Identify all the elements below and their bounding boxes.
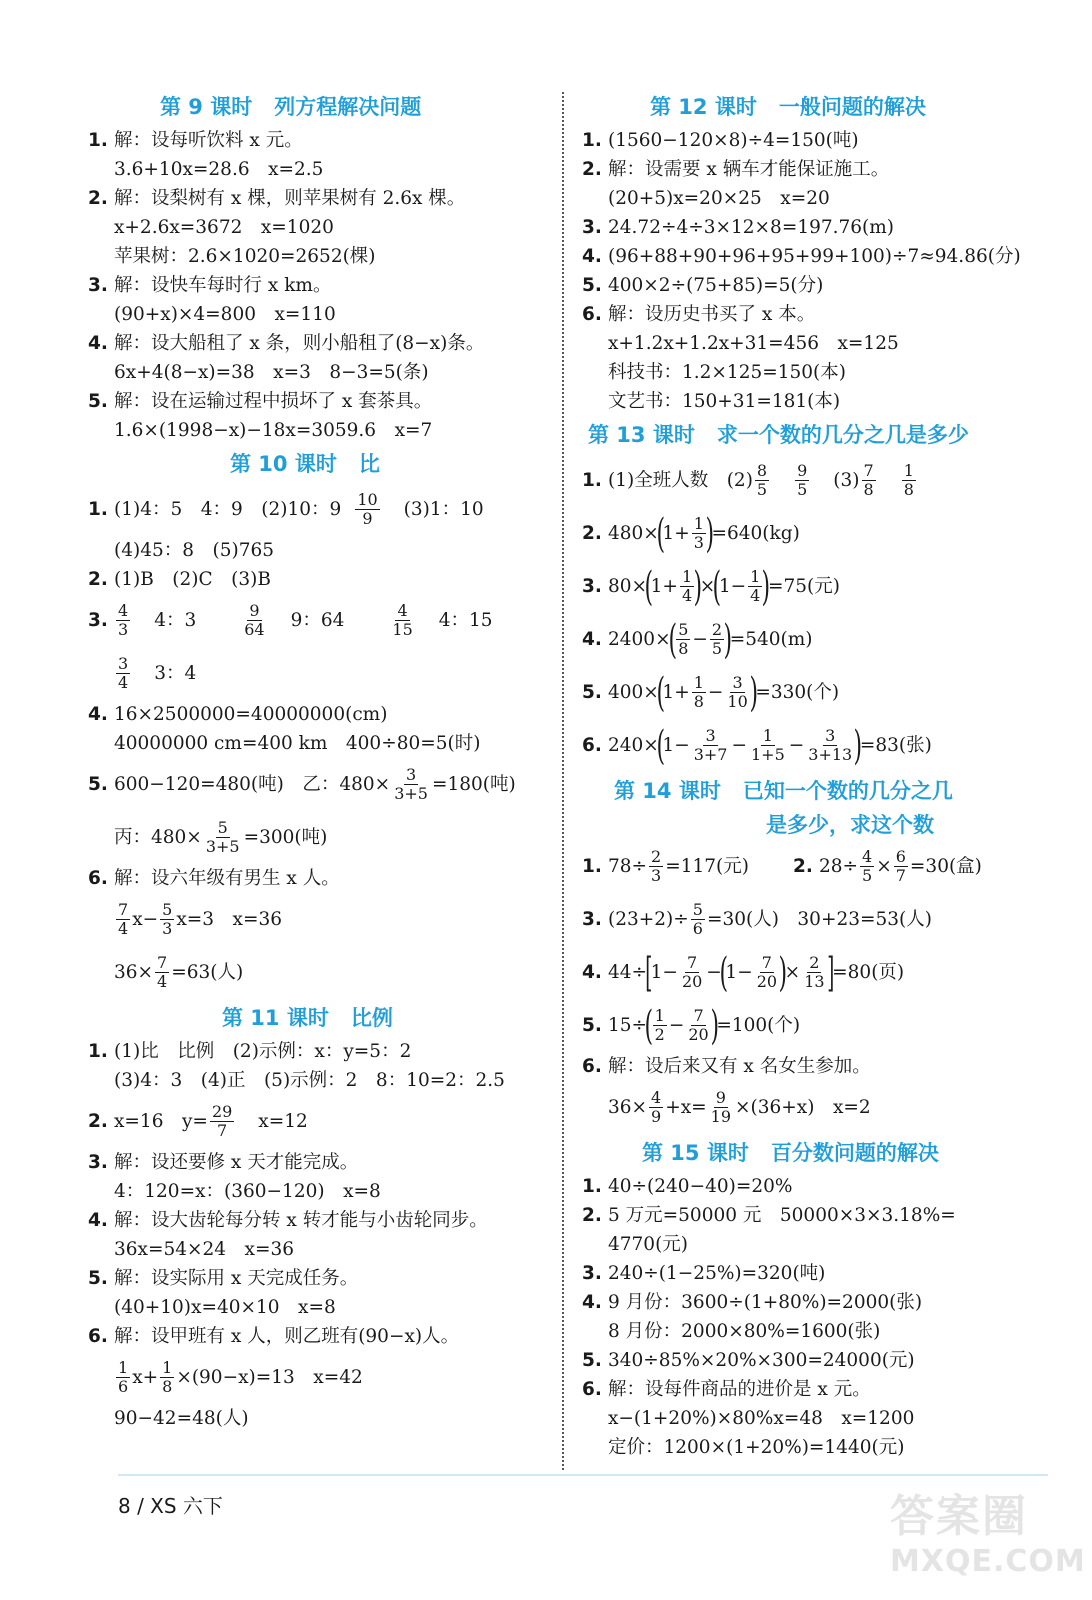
answer-line: 4. (96+88+90+96+95+99+100)÷7≈94.86(分) — [582, 246, 1021, 267]
page-footer: 8 / XS 六下 — [118, 1494, 223, 1518]
answer-line: 4. 2400× ( $\frac{5}{8}$ − $\frac{2}{5}$ ) =540(m) — [582, 616, 813, 663]
fraction: $\frac{29}{7}$ — [211, 1102, 233, 1140]
answer-line: 1. 解：设每听饮料 x 元。 — [88, 130, 303, 151]
answer-line: 4：120=x：(360−120) x=8 — [114, 1181, 381, 1202]
fraction: $\frac{9}{5}$ — [797, 461, 808, 499]
fraction: $\frac{1}{8}$ — [693, 673, 704, 711]
watermark-logo: 答案圈 MXQE.COM — [890, 1491, 1086, 1579]
fraction: $\frac{1}{4}$ — [750, 567, 761, 605]
answer-line: 2. 解：设需要 x 辆车才能保证施工。 — [582, 159, 890, 180]
section-title-13: 第 13 课时 求一个数的几分之几是多少 — [588, 423, 969, 447]
left-column — [88, 88, 558, 1433]
answer-line: 36× $\frac{4}{9}$ +x= $\frac{9}{19}$ ×(36+x) x=2 — [608, 1088, 871, 1126]
fraction: $\frac{2}{3}$ — [651, 847, 662, 885]
answer-line: 丙：480× $\frac{5}{3+5}$ =300(吨) — [114, 818, 328, 856]
answer-line: 6. 解：设甲班有 x 人，则乙班有(90−x)人。 — [88, 1326, 460, 1347]
answer-line: 6. 解：设六年级有男生 x 人。 — [88, 868, 340, 889]
answer-line: 1.6×(1998−x)−18x=3059.6 x=7 — [114, 420, 433, 441]
section-title-9: 第 9 课时 列方程解决问题 — [160, 95, 422, 119]
answer-line: 5. 解：设在运输过程中损坏了 x 套茶具。 — [88, 391, 433, 412]
answer-line: $\frac{3}{4}$ 3：4 — [118, 654, 197, 692]
answer-line: 4770(元) — [608, 1234, 689, 1255]
fraction: $\frac{4}{15}$ — [392, 601, 413, 639]
fraction: $\frac{7}{4}$ — [157, 953, 168, 991]
answer-line: 2. (1)B (2)C (3)B — [88, 569, 271, 590]
fraction: $\frac{1}{1+5}$ — [750, 726, 785, 764]
fraction: $\frac{4}{5}$ — [862, 847, 873, 885]
answer-line: 5. 600−120=480(吨) 乙：480× $\frac{3}{3+5}$ =180(吨) — [88, 765, 516, 803]
answer-line: 4. 解：设大船租了 x 条，则小船租了(8−x)条。 — [88, 333, 485, 354]
answer-line: 1. (1560−120×8)÷4=150(吨) — [582, 130, 859, 151]
answer-line: 90−42=48(人) — [114, 1408, 249, 1429]
answer-line: 1. (1)比 比例 (2)示例：x：y=5：2 — [88, 1041, 412, 1062]
answer-line: 6. 解：设每件商品的进价是 x 元。 — [582, 1379, 871, 1400]
fraction: $\frac{1}{8}$ — [903, 461, 914, 499]
answer-line: 5. 400× ( 1+ $\frac{1}{8}$ − $\frac{3}{10}$ ) =330(个) — [582, 669, 840, 716]
answer-line: 4. 解：设大齿轮每分转 x 转才能与小齿轮同步。 — [88, 1210, 488, 1231]
fraction: $\frac{3}{3+5}$ — [394, 765, 428, 803]
answer-line: 1. (1)全班人数 (2) $\frac{8}{5}$ $\frac{9}{5}$ (3) $\frac{7}{8}$ $\frac{1}{8}$ — [582, 461, 914, 499]
answer-line: 文艺书：150+31=181(本) — [608, 391, 841, 412]
footer-rule — [118, 1474, 1048, 1476]
fraction: $\frac{5}{3}$ — [162, 900, 173, 938]
fraction: $\frac{6}{7}$ — [895, 847, 906, 885]
answer-line: 5. 400×2÷(75+85)=5(分) — [582, 275, 824, 296]
answer-line: x+1.2x+1.2x+31=456 x=125 — [608, 333, 899, 354]
answer-line: 2. 5 万元=50000 元 50000×3×3.18%= — [582, 1205, 956, 1226]
fraction: $\frac{5}{6}$ — [692, 900, 703, 938]
answer-line: 4. 9 月份：3600÷(1+80%)=2000(张) — [582, 1292, 923, 1313]
fraction: $\frac{7}{8}$ — [863, 461, 874, 499]
fraction: $\frac{7}{4}$ — [118, 900, 129, 938]
answer-line: 3. 24.72÷4÷3×12×8=197.76(m) — [582, 217, 895, 238]
answer-line: 2. x=16 y= $\frac{29}{7}$ x=12 — [88, 1102, 308, 1140]
answer-line: 4. 16×2500000=40000000(cm) — [88, 704, 388, 725]
answer-line: 8 月份：2000×80%=1600(张) — [608, 1321, 881, 1342]
answer-line: 1. 78÷ $\frac{2}{3}$ =117(元) 2. 28÷ $\frac{4}{5}$ × $\frac{6}{7}$ =30(盒) — [582, 847, 982, 885]
answer-line: 40000000 cm=400 km 400÷80=5(时) — [114, 733, 481, 754]
answer-line: 2. 解：设梨树有 x 棵，则苹果树有 2.6x 棵。 — [88, 188, 466, 209]
answer-line: 6. 解：设历史书买了 x 本。 — [582, 304, 816, 325]
fraction: $\frac{8}{5}$ — [756, 461, 768, 499]
section-title-14: 第 14 课时 已知一个数的几分之几 — [614, 779, 953, 803]
answer-line: 3. (23+2)÷ $\frac{5}{6}$ =30(人) 30+23=53(人) — [582, 900, 932, 938]
answer-line: $\frac{1}{6}$ x+ $\frac{1}{8}$ ×(90−x)=13 x=42 — [118, 1358, 363, 1396]
fraction: $\frac{1}{8}$ — [162, 1358, 173, 1396]
fraction: $\frac{10}{9}$ — [357, 490, 378, 528]
fraction: $\frac{1}{2}$ — [654, 1006, 665, 1044]
answer-line: (3)4：3 (4)正 (5)示例：2 8：10=2：2.5 — [114, 1070, 505, 1091]
answer-line: (20+5)x=20×25 x=20 — [608, 188, 830, 209]
fraction: $\frac{7}{20}$ — [688, 1006, 709, 1044]
section-title-11: 第 11 课时 比例 — [222, 1006, 393, 1030]
fraction: $\frac{3}{3+13}$ — [808, 726, 853, 764]
answer-line: 5. 解：设实际用 x 天完成任务。 — [88, 1268, 359, 1289]
fraction: $\frac{5}{8}$ — [678, 620, 689, 658]
fraction: $\frac{9}{19}$ — [710, 1088, 732, 1126]
answer-line: 4. 44÷ [ 1− $\frac{7}{20}$ − ( 1− $\frac{7}{20}$ ) × $\frac{2}{13}$ ] =80(页) — [582, 949, 905, 996]
section-title-12: 第 12 课时 一般问题的解决 — [650, 95, 926, 119]
answer-line: 3. 解：设还要修 x 天才能完成。 — [88, 1152, 359, 1173]
section-title-14-cont: 是多少，求这个数 — [766, 813, 934, 837]
answer-line: 5. 340÷85%×20%×300=24000(元) — [582, 1350, 915, 1371]
answer-line: (40+10)x=40×10 x=8 — [114, 1297, 336, 1318]
fraction: $\frac{4}{9}$ — [651, 1088, 662, 1126]
answer-line: 科技书：1.2×125=150(本) — [608, 362, 846, 383]
section-title-10: 第 10 课时 比 — [230, 452, 380, 476]
answer-line: 苹果树：2.6×1020=2652(棵) — [114, 246, 376, 267]
answer-line: 1. 40÷(240−40)=20% — [582, 1176, 793, 1197]
fraction: $\frac{7}{20}$ — [681, 953, 703, 991]
answer-line: 36× $\frac{7}{4}$ =63(人) — [114, 953, 244, 991]
answer-line: 6. 解：设后来又有 x 名女生参加。 — [582, 1056, 871, 1077]
answer-line: 2. 480× ( 1+ $\frac{1}{3}$ ) =640(kg) — [582, 510, 800, 557]
answer-line: x+2.6x=3672 x=1020 — [114, 217, 334, 238]
fraction: $\frac{7}{20}$ — [756, 953, 778, 991]
answer-line: 5. 15÷ ( $\frac{1}{2}$ − $\frac{7}{20}$ ) =100(个) — [582, 1002, 801, 1049]
answer-line: 3.6+10x=28.6 x=2.5 — [114, 159, 324, 180]
answer-line: x−(1+20%)×80%x=48 x=1200 — [608, 1408, 915, 1429]
fraction: $\frac{4}{3}$ — [118, 601, 129, 639]
answer-line: 6. 240× ( 1− $\frac{3}{3+7}$ − $\frac{1}{1+5}$ − $\frac{3}{3+13}$ ) =83(张) — [582, 722, 932, 769]
answer-line: 3. 240÷(1−25%)=320(吨) — [582, 1263, 826, 1284]
answer-line: 6x+4(8−x)=38 x=3 8−3=5(条) — [114, 362, 429, 383]
answer-line: 1. (1)4：5 4：9 (2)10：9 $\frac{10}{9}$ (3)1：10 — [88, 490, 484, 528]
fraction: $\frac{5}{3+5}$ — [205, 818, 240, 856]
fraction: $\frac{1}{3}$ — [693, 514, 704, 552]
section-title-15: 第 15 课时 百分数问题的解决 — [642, 1141, 939, 1165]
fraction: $\frac{2}{5}$ — [711, 620, 723, 658]
fraction: $\frac{2}{13}$ — [804, 953, 825, 991]
fraction: $\frac{3}{10}$ — [727, 673, 748, 711]
answer-line: $\frac{7}{4}$ x− $\frac{5}{3}$ x=3 x=36 — [118, 900, 282, 938]
answer-line: (90+x)×4=800 x=110 — [114, 304, 336, 325]
answer-line: 3. $\frac{4}{3}$ 4：3 $\frac{9}{64}$ 9：64 $\frac{4}{15}$ 4：15 — [88, 601, 493, 639]
fraction: $\frac{1}{4}$ — [681, 567, 693, 605]
answer-line: 36x=54×24 x=36 — [114, 1239, 295, 1260]
answer-line: 3. 80× ( 1+ $\frac{1}{4}$ ) × ( 1− $\frac{1}{4}$ ) =75(元) — [582, 563, 840, 610]
right-column — [582, 88, 1052, 1462]
answer-line: (4)45：8 (5)765 — [114, 540, 275, 561]
fraction: $\frac{9}{64}$ — [244, 601, 265, 639]
fraction: $\frac{1}{6}$ — [118, 1358, 129, 1396]
fraction: $\frac{3}{3+7}$ — [693, 726, 728, 764]
answer-line: 定价：1200×(1+20%)=1440(元) — [608, 1437, 905, 1458]
column-divider — [562, 92, 564, 1470]
answer-line: 3. 解：设快车每时行 x km。 — [88, 275, 332, 296]
fraction: $\frac{3}{4}$ — [118, 654, 129, 692]
